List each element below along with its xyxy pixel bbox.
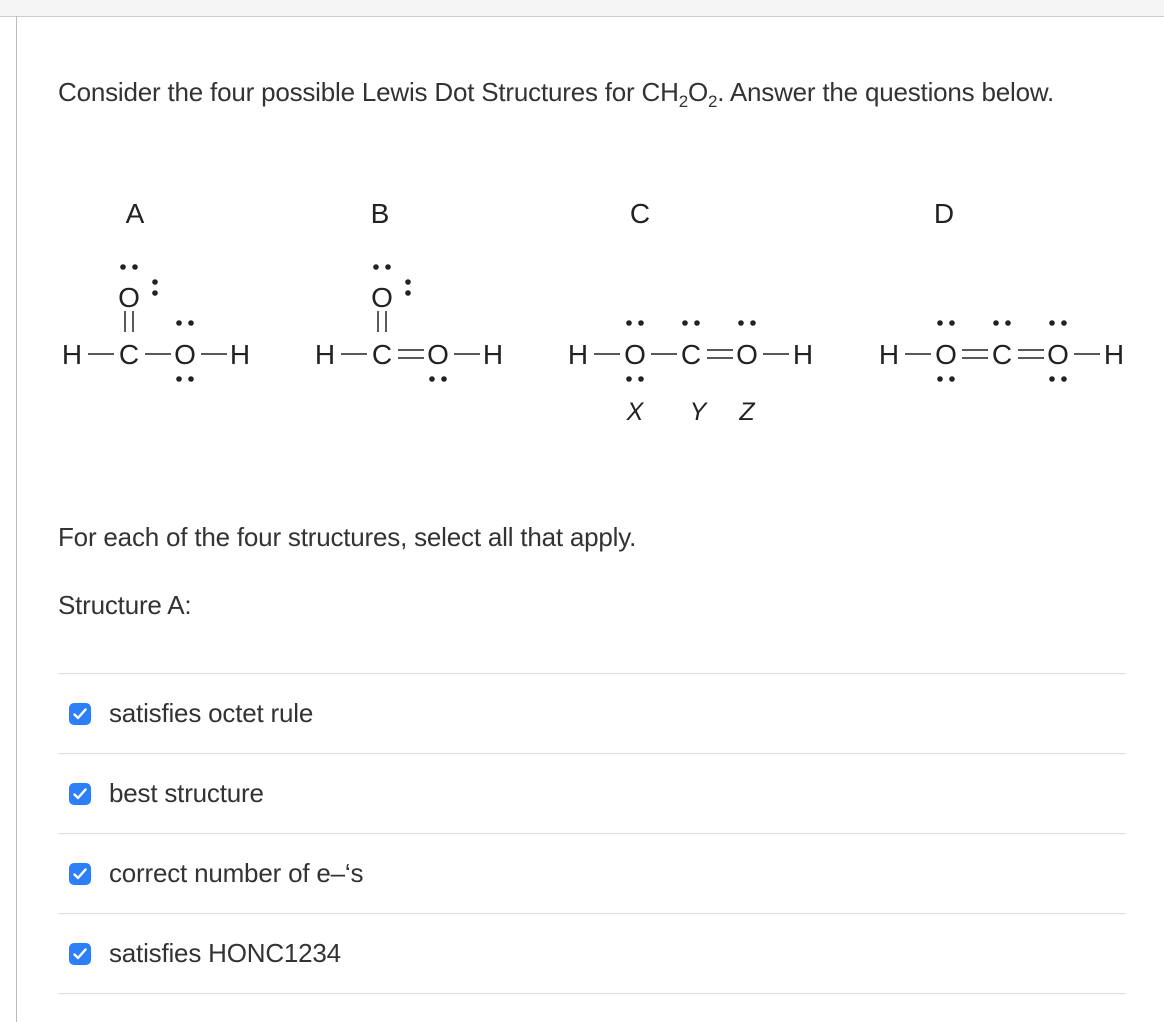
b-atom-c: C bbox=[371, 339, 393, 370]
question-text bbox=[58, 70, 1118, 124]
d-lone-pair bbox=[949, 376, 955, 382]
d-atom-c: C bbox=[991, 339, 1013, 370]
option-label: satisfies HONC1234 bbox=[109, 938, 341, 968]
a-atom-h-right: H bbox=[229, 339, 251, 370]
structure-b bbox=[315, 264, 503, 382]
b-lone-pair bbox=[405, 279, 411, 285]
option-satisfies-octet-rule[interactable] bbox=[58, 674, 1126, 754]
b-atom-h-left: H bbox=[314, 339, 336, 370]
d-atom-o-right: O bbox=[1047, 339, 1069, 370]
d-lone-pair bbox=[937, 320, 943, 326]
a-lone-pair bbox=[152, 279, 158, 285]
a-lone-pair bbox=[176, 376, 182, 382]
options-list bbox=[58, 673, 1126, 994]
a-lone-pair bbox=[120, 264, 126, 270]
b-lone-pair bbox=[373, 264, 379, 270]
d-lone-pair bbox=[949, 320, 955, 326]
d-lone-pair bbox=[1005, 320, 1011, 326]
option-correct-number-of-electrons[interactable] bbox=[58, 834, 1126, 914]
c-atom-o-z: O bbox=[736, 339, 758, 370]
c-lone-pair bbox=[694, 320, 700, 326]
structure-label-a: A bbox=[125, 198, 145, 229]
structure-label-b: B bbox=[370, 198, 390, 229]
checkbox[interactable] bbox=[69, 943, 91, 965]
checkbox[interactable] bbox=[69, 863, 91, 885]
c-lone-pair bbox=[738, 320, 744, 326]
instructions-text: For each of the four structures, select all that apply. bbox=[58, 522, 637, 552]
a-lone-pair bbox=[176, 320, 182, 326]
c-atom-h-left: H bbox=[567, 339, 589, 370]
a-lone-pair bbox=[132, 264, 138, 270]
c-atom-h-right: H bbox=[792, 339, 814, 370]
c-atom-o-x: O bbox=[624, 339, 646, 370]
b-atom-o-right: O bbox=[427, 339, 449, 370]
structure-d bbox=[879, 320, 1124, 382]
b-lone-pair bbox=[441, 376, 447, 382]
a-atom-c: C bbox=[118, 339, 140, 370]
c-lone-pair bbox=[682, 320, 688, 326]
d-atom-h-right: H bbox=[1103, 339, 1125, 370]
d-lone-pair bbox=[993, 320, 999, 326]
left-border bbox=[16, 16, 17, 1022]
c-lone-pair bbox=[626, 376, 632, 382]
d-lone-pair bbox=[1049, 376, 1055, 382]
structure-c bbox=[568, 320, 813, 426]
option-label: correct number of e–‘s bbox=[109, 858, 364, 888]
b-atom-o-top: O bbox=[371, 282, 393, 313]
question-intro: Consider the four possible Lewis Dot Structures for CH bbox=[58, 77, 679, 107]
d-lone-pair bbox=[1061, 376, 1067, 382]
structure-a bbox=[62, 264, 250, 382]
top-bar bbox=[0, 0, 1164, 17]
structure-a-heading: Structure A: bbox=[58, 590, 192, 620]
lewis-structures-figure bbox=[0, 180, 1164, 440]
formula-subscript-1: 2 bbox=[678, 92, 688, 112]
a-atom-h-left: H bbox=[61, 339, 83, 370]
b-lone-pair bbox=[429, 376, 435, 382]
question-intro-end: . Answer the questions below. bbox=[717, 77, 1055, 107]
c-lone-pair bbox=[750, 320, 756, 326]
checkmark-icon bbox=[73, 708, 87, 720]
c-lone-pair bbox=[638, 376, 644, 382]
b-lone-pair bbox=[385, 264, 391, 270]
a-lone-pair bbox=[152, 290, 158, 296]
checkmark-icon bbox=[73, 868, 87, 880]
position-label-x: X bbox=[626, 398, 644, 426]
d-lone-pair bbox=[937, 376, 943, 382]
checkbox[interactable] bbox=[69, 703, 91, 725]
option-label: best structure bbox=[109, 778, 264, 808]
a-atom-o-right: O bbox=[174, 339, 196, 370]
position-label-z: Z bbox=[739, 398, 755, 426]
checkmark-icon bbox=[73, 788, 87, 800]
c-lone-pair bbox=[638, 320, 644, 326]
b-lone-pair bbox=[405, 290, 411, 296]
a-lone-pair bbox=[188, 320, 194, 326]
position-label-y: Y bbox=[689, 398, 707, 426]
a-atom-o-top: O bbox=[118, 282, 140, 313]
b-atom-h-right: H bbox=[482, 339, 504, 370]
option-satisfies-honc1234[interactable] bbox=[58, 914, 1126, 994]
checkmark-icon bbox=[73, 948, 87, 960]
formula-subscript-2: 2 bbox=[708, 92, 718, 112]
d-lone-pair bbox=[1061, 320, 1067, 326]
checkbox[interactable] bbox=[69, 783, 91, 805]
c-lone-pair bbox=[626, 320, 632, 326]
a-lone-pair bbox=[188, 376, 194, 382]
structure-label-d: D bbox=[933, 198, 955, 229]
d-atom-h-left: H bbox=[878, 339, 900, 370]
option-label: satisfies octet rule bbox=[109, 698, 314, 728]
d-lone-pair bbox=[1049, 320, 1055, 326]
structure-label-c: C bbox=[629, 198, 651, 229]
formula-oxygen: O bbox=[687, 77, 708, 107]
option-best-structure[interactable] bbox=[58, 754, 1126, 834]
c-atom-c-y: C bbox=[680, 339, 702, 370]
d-atom-o-left: O bbox=[935, 339, 957, 370]
